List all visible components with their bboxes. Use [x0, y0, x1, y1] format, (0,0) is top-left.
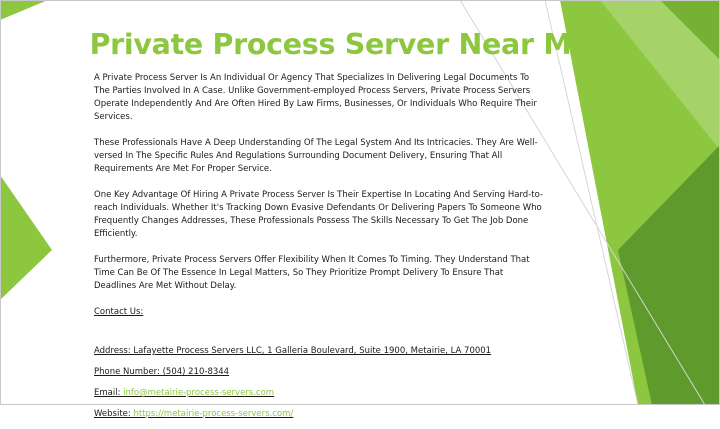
- paragraph-expertise: These Professionals Have A Deep Understanding Of The Legal System And Its Intricacies. They Are Well-versed In The Specific Rules And Regulations Surrounding Document Delivery, Ensuring That All Requirements Are Met For Proper Service.: [94, 138, 538, 174]
- email-label: Email:: [94, 388, 124, 398]
- spacer: [94, 319, 544, 345]
- website-label: Website:: [94, 409, 134, 419]
- contact-heading: Contact Us:: [94, 307, 144, 317]
- contact-phone: Phone Number: (504) 210-8344: [94, 367, 230, 377]
- left-lower-accent: [0, 175, 52, 300]
- slide-body: [94, 72, 544, 429]
- left-top-accent: [0, 0, 48, 20]
- website-link[interactable]: https://metairie-process-servers.com/: [133, 409, 294, 419]
- paragraph-intro: A Private Process Server Is An Individual Or Agency That Specializes In Delivering Legal Documents To The Parties Involved In A Case. Unlike Government-employed Process Servers, Private Process Servers Operate Independently And Are Often Hired By Law Firms, Businesses, Or Individuals Who Require Their Services.: [94, 73, 537, 122]
- page-title: Private Process Server Near Me: [89, 28, 591, 61]
- contact-website: [94, 408, 544, 421]
- paragraph-advantage: One Key Advantage Of Hiring A Private Process Server Is Their Expertise In Locating And Serving Hard-to-reach Individuals. Whether It's Tracking Down Evasive Defendants Or Delivering Papers To Someone Who Frequently Changes Addresses, These Professionals Possess The Skills Necessary To Get The Job Done Efficiently.: [94, 190, 544, 239]
- paragraph-flexibility: Furthermore, Private Process Servers Offer Flexibility When It Comes To Timing. They Understand That Time Can Be Of The Essence In Legal Matters, So They Prioritize Prompt Delivery To Ensure That Deadlines Are Met Without Delay.: [94, 255, 530, 291]
- email-link[interactable]: info@metairie-process-servers.com: [123, 388, 275, 398]
- contact-address: Address: Lafayette Process Servers LLC, 1 Galleria Boulevard, Suite 1900, Metairie, LA 70001: [94, 346, 492, 356]
- contact-email: [94, 387, 544, 400]
